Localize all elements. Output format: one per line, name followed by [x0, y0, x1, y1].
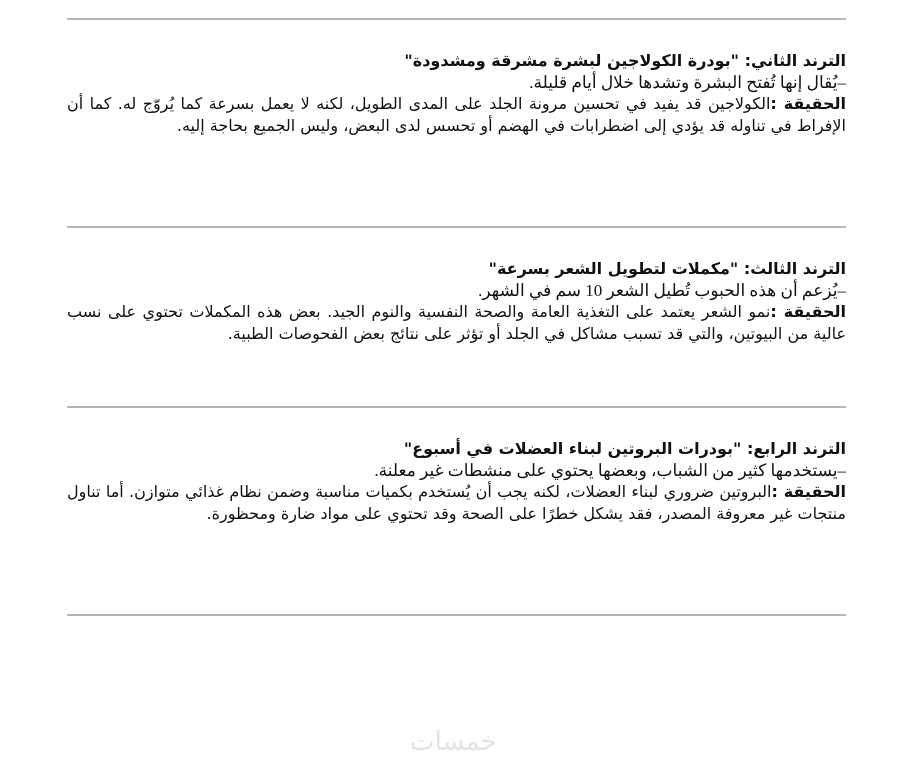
fact-text: الكولاجين قد يفيد في تحسين مرونة الجلد على المدى الطويل، لكنه لا يعمل بسرعة كما يُروّج له. كما أن الإفراط في تناوله قد يؤدي إلى اضطرابات في الهضم أو تحسس لدى البعض، وليس الجميع بحاجة إليه.: [67, 94, 846, 135]
fact-label: الحقيقة :: [770, 302, 846, 321]
fact-label: الحقيقة :: [770, 94, 846, 113]
section-claim: –يُقال إنها تُفتح البشرة وتشدها خلال أيام قليلة.: [529, 72, 846, 92]
section-claim: –يستخدمها كثير من الشباب، وبعضها يحتوي على منشطات غير معلنة.: [374, 460, 846, 480]
trend-section-2: [67, 50, 846, 136]
section-divider: [67, 226, 846, 228]
document-page: [67, 0, 846, 770]
trend-section-4: [67, 438, 846, 524]
section-fact: [67, 93, 846, 136]
fact-label: الحقيقة :: [771, 482, 847, 501]
watermark-logo: خمسات: [410, 727, 497, 757]
section-divider: [67, 614, 846, 616]
fact-text: البروتين ضروري لبناء العضلات، لكنه يجب أن يُستخدم بكميات مناسبة وضمن نظام غذائي متوازن. أما تناول منتجات غير معروفة المصدر، فقد يشكل خطرًا على الصحة وقد تحتوي على مواد ضارة ومحظورة.: [67, 482, 846, 523]
section-title: الترند الثاني: "بودرة الكولاجين لبشرة مشرقة ومشدودة": [404, 51, 846, 70]
fact-text: نمو الشعر يعتمد على التغذية العامة والصحة النفسية والنوم الجيد. بعض هذه المكملات تحتوي على نسب عالية من البيوتين، والتي قد تسبب مشاكل في الجلد أو تؤثر على نتائج بعض الفحوصات الطبية.: [67, 302, 846, 343]
section-claim: –يُزعم أن هذه الحبوب تُطيل الشعر 10 سم في الشهر.: [478, 280, 846, 300]
section-fact: [67, 301, 846, 344]
trend-section-3: [67, 258, 846, 344]
section-divider: [67, 18, 846, 20]
section-title: الترند الثالث: "مكملات لتطويل الشعر بسرعة": [488, 259, 846, 278]
section-fact: [67, 481, 846, 524]
section-title: الترند الرابع: "بودرات البروتين لبناء العضلات في أسبوع": [403, 439, 846, 458]
section-divider: [67, 406, 846, 408]
